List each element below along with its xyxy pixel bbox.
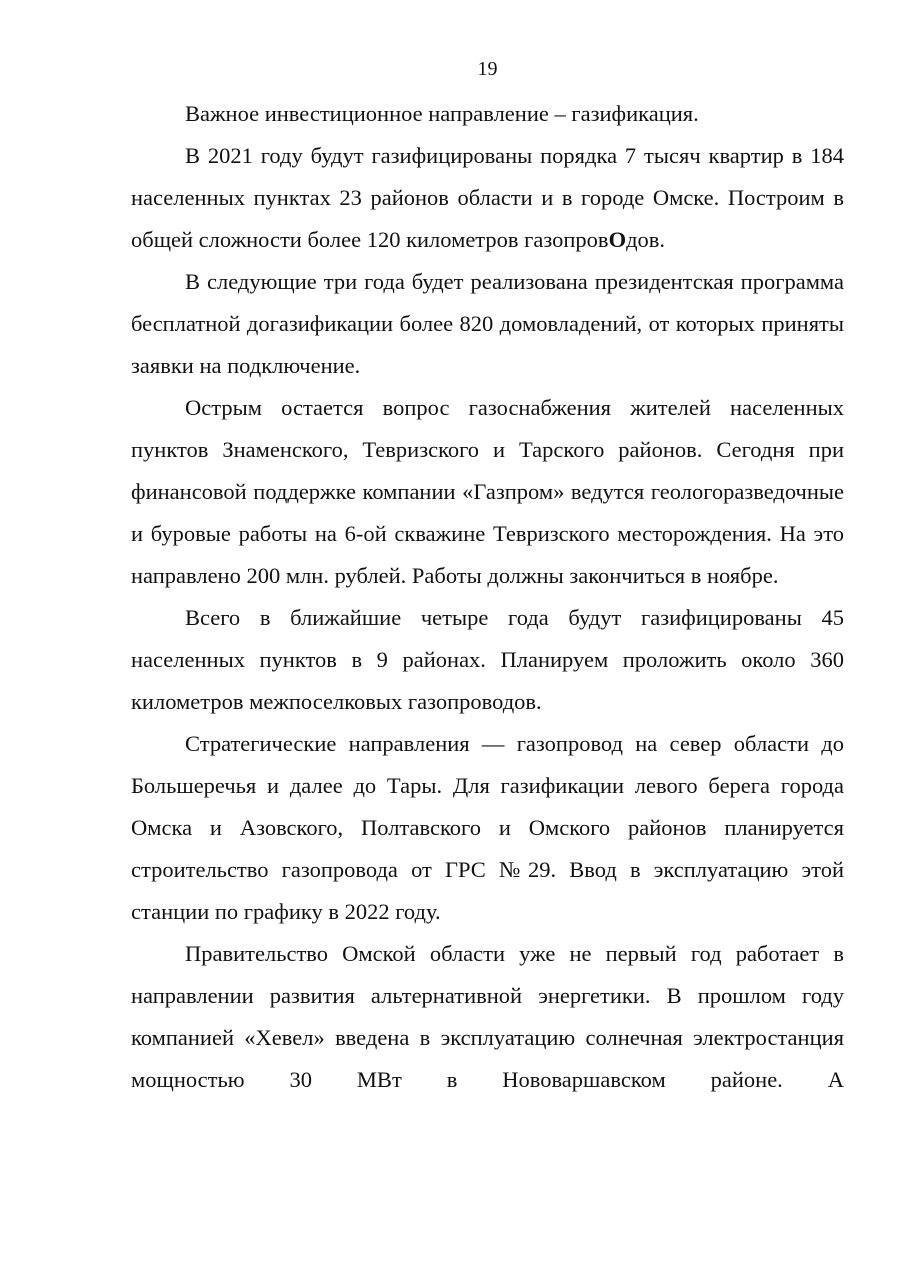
page-number: 19: [477, 58, 498, 80]
paragraph-four-year-plan: Всего в ближайшие четыре года будут газифицированы 45 населенных пунктов в 9 районах. Планируем проложить около 360 километров межпоселковых газопроводов.: [131, 605, 844, 714]
bold-letter: О: [608, 227, 627, 252]
paragraph-presidential-program: В следующие три года будет реализована президентская программа бесплатной догазификации более 820 домовладений, от которых приняты заявки на подключение.: [131, 269, 844, 378]
document-body: [131, 93, 844, 1101]
paragraph-text-end: дов.: [626, 227, 666, 252]
paragraph-gasification-intro: Важное инвестиционное направление – газификация.: [185, 101, 699, 126]
paragraph-gasification-2021: [131, 135, 844, 261]
paragraph-strategic-directions: Стратегические направления — газопровод на север области до Большеречья и далее до Тары. Для газификации левого берега города Омска и Азовского, Полтавского и Омского районов планируется строительство газопровода от ГРС №29. Ввод в эксплуатацию этой станции по графику в 2022 году.: [131, 731, 844, 924]
paragraph-text: В 2021 году будут газифицированы порядка 7 тысяч квартир в 184 населенных пунктах 23 районов области и в городе Омске. Построим в общей сложности более 120 километров газопров: [131, 143, 844, 252]
paragraph-gas-supply-issue: Острым остается вопрос газоснабжения жителей населенных пунктов Знаменского, Тевризского и Тарского районов. Сегодня при финансовой поддержке компании «Газпром» ведутся геологоразведочные и буровые работы на 6-ой скважине Тевризского месторождения. На это направлено 200 млн. рублей. Работы должны закончиться в ноябре.: [131, 395, 844, 588]
paragraph-alternative-energy: Правительство Омской области уже не первый год работает в направлении развития альтернативной энергетики. В прошлом году компанией «Хевел» введена в эксплуатацию солнечная электростанция мощностью 30 МВт в Нововаршавском районе. А: [131, 941, 844, 1092]
